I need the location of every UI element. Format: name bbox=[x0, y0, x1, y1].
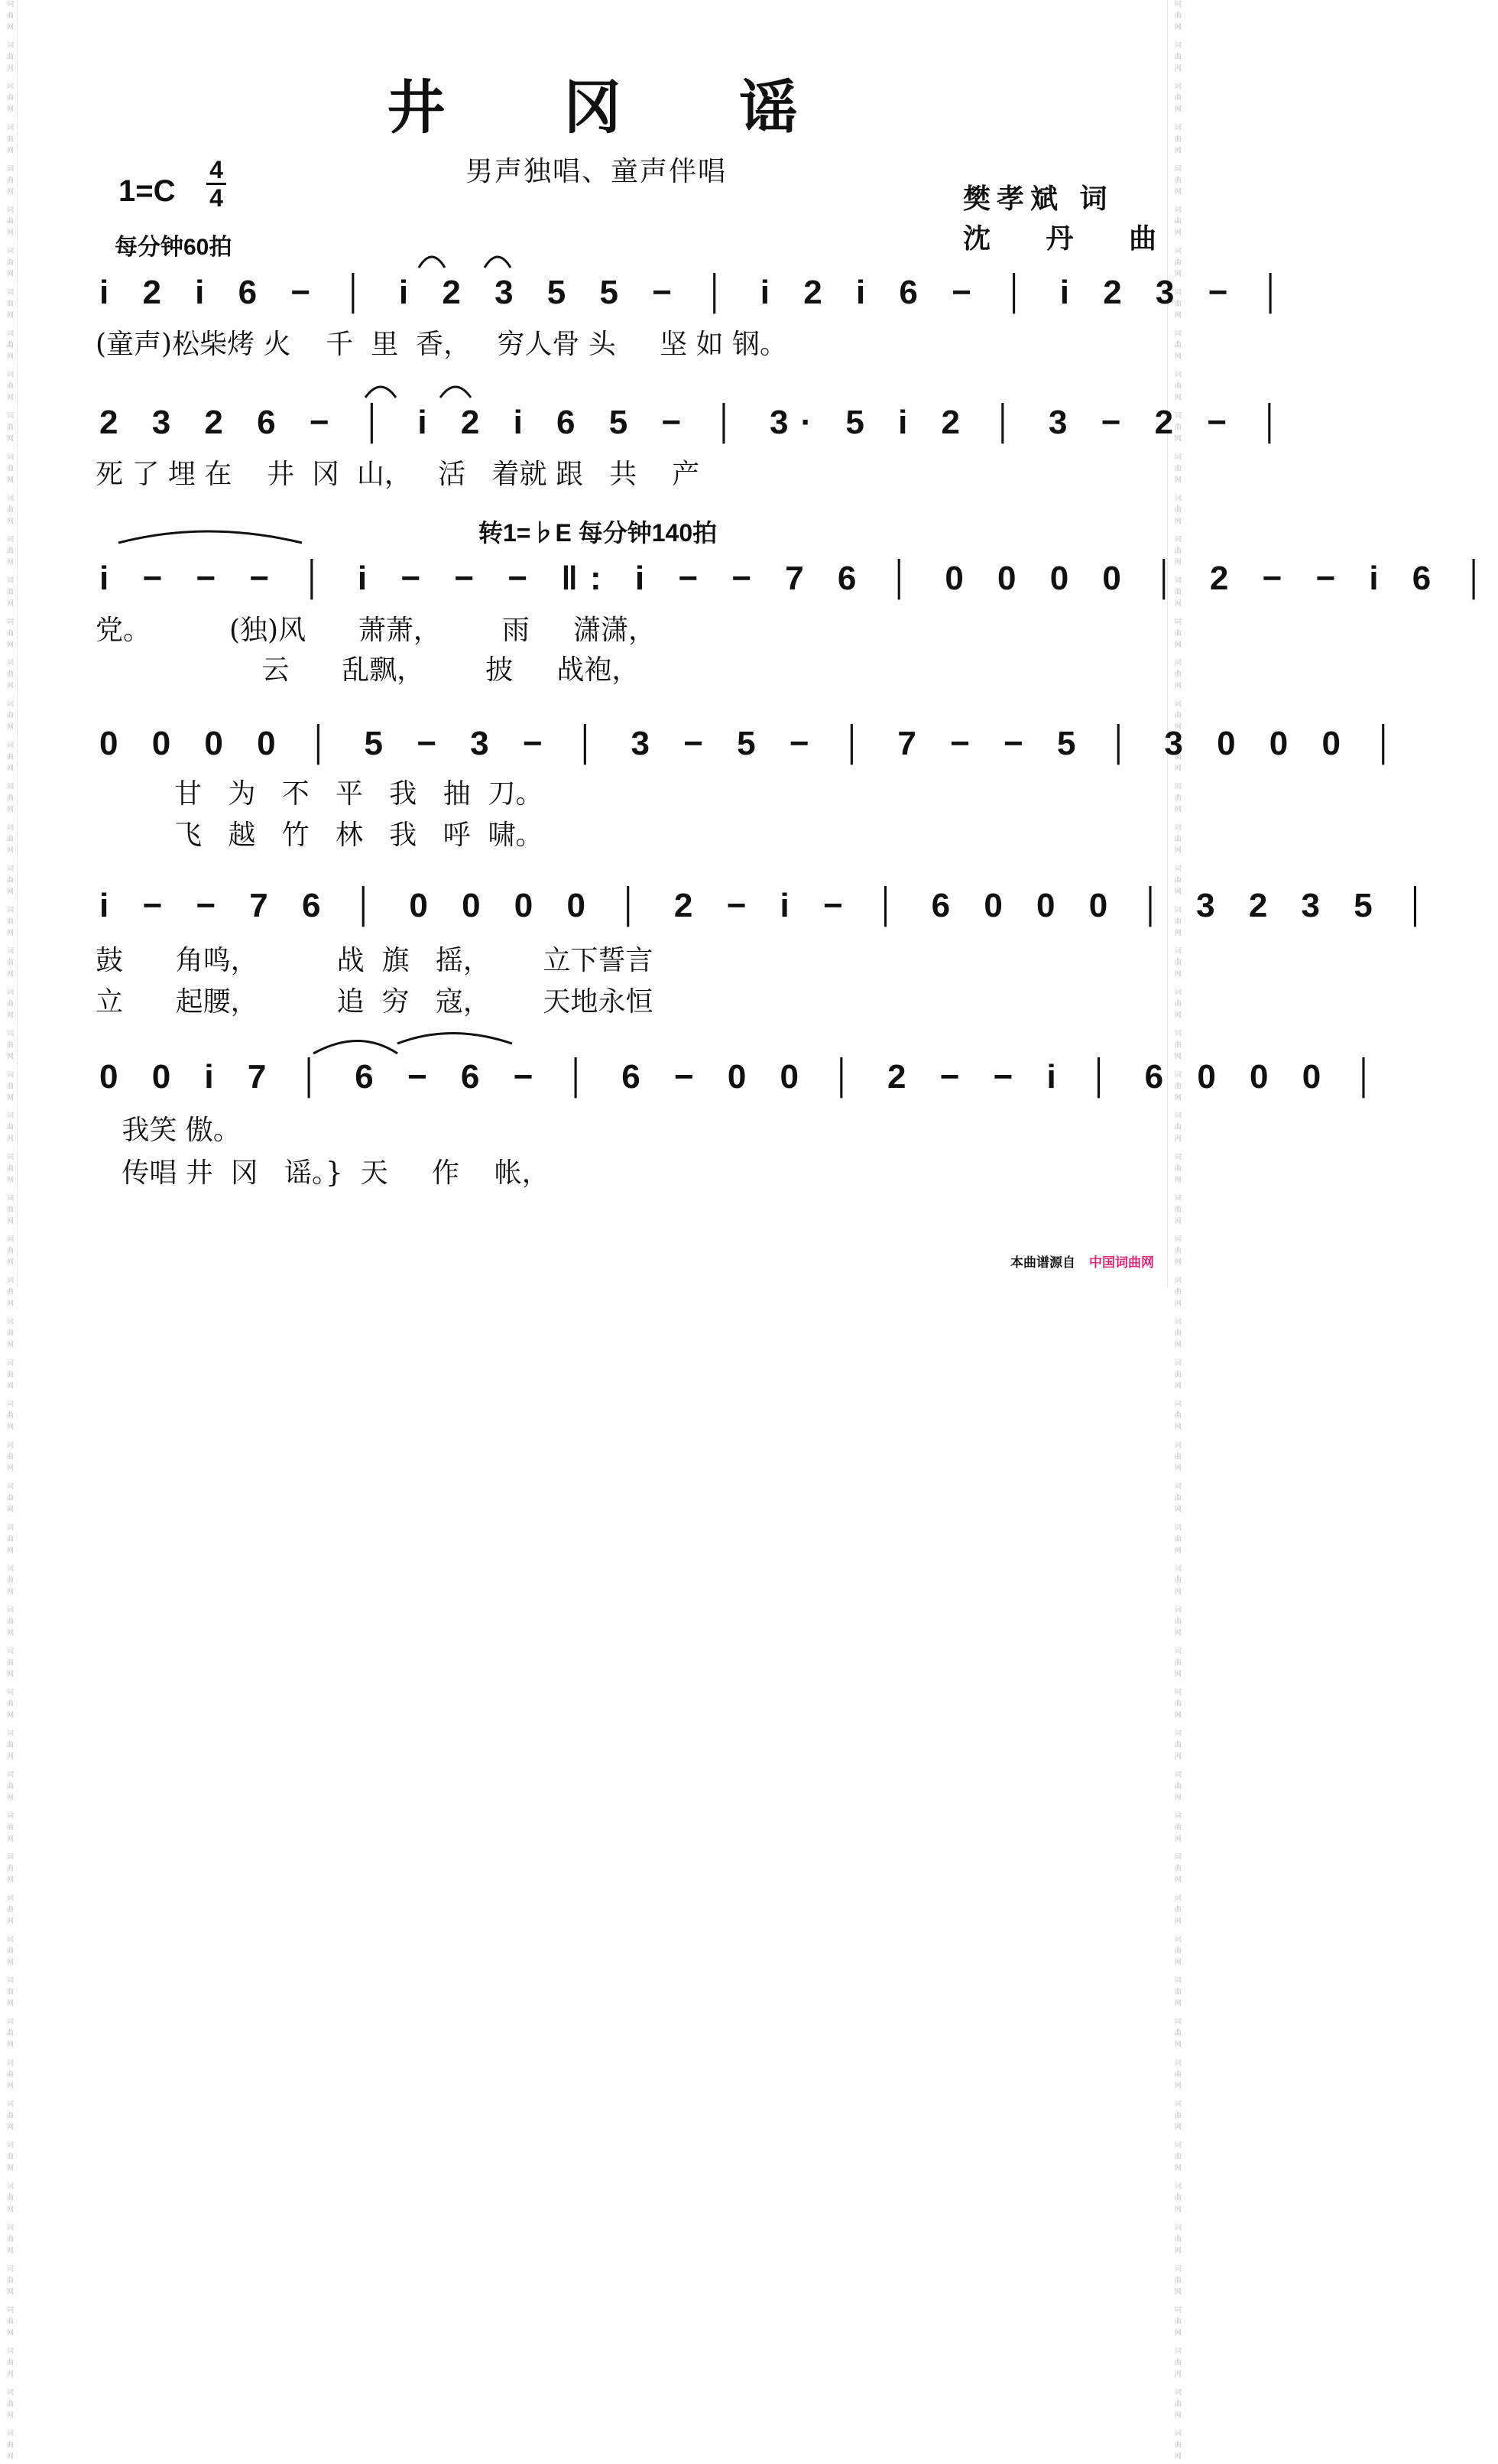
source-footer bbox=[1010, 1251, 1154, 1271]
modulation-marking: 转1=♭E 每分钟140拍 bbox=[478, 519, 718, 547]
song-title: 井 冈 谣 bbox=[387, 73, 847, 141]
lyric-row-3a: 党。 (独)风 萧萧， 雨 潇潇， bbox=[96, 615, 657, 646]
lyric-row-2: 死 了 埋 在 井 冈 山， 活 着就 跟 共 产 bbox=[96, 459, 700, 490]
song-subtitle: 男声独唱、童声伴唱 bbox=[465, 156, 727, 187]
tempo-marking: 每分钟60拍 bbox=[115, 235, 232, 260]
notation-row-5: i − − 7 6 │ 0 0 0 0 │ 2 − i − │ 6 0 0 0 │ 3 2 3 5 │ bbox=[99, 887, 1440, 924]
lyric-row-4a: 甘 为 不 平 我 抽 刀。 bbox=[96, 778, 543, 810]
time-signature-top: 4 bbox=[209, 156, 223, 183]
composer-credit: 沈 丹 曲 bbox=[963, 222, 1180, 255]
slur-row6-a bbox=[313, 1041, 397, 1054]
lyric-row-6b: 传唱 井 冈 谣。} 天 作 帐， bbox=[96, 1157, 550, 1189]
footer-site-link[interactable]: 中国词曲网 bbox=[1089, 1255, 1154, 1271]
time-signature-bottom: 4 bbox=[209, 184, 223, 212]
notation-row-1: i 2 i 6 − │ i 2 3 5 5 − │ i 2 i 6 − │ i 2 3 − │ bbox=[99, 274, 1295, 311]
footer-source-text: 本曲谱源自 bbox=[1010, 1255, 1075, 1271]
lyric-row-5b: 立 起腰， 追 穷 寇， 天地永恒 bbox=[96, 986, 653, 1018]
lyric-row-3b: 云 乱飘， 披 战袍， bbox=[96, 654, 640, 686]
slur-row1-b bbox=[485, 257, 511, 268]
time-signature bbox=[205, 157, 228, 211]
lyric-row-1: (童声)松柴烤 火 千 里 香， 穷人骨 头 坚 如 钢。 bbox=[96, 329, 787, 360]
notation-row-2: 2 3 2 6 − │ i 2 i 6 5 − │ 3· 5 i 2 │ 3 − 2 − │ bbox=[99, 404, 1294, 441]
slur-row2-a bbox=[365, 387, 396, 398]
notation-row-4: 0 0 0 0 │ 5 − 3 − │ 3 − 5 − │ 7 − − 5 │ 3 0 0 0 │ bbox=[99, 725, 1408, 762]
key-signature: 1=C bbox=[118, 174, 176, 208]
lyricist-credit: 樊孝斌 词 bbox=[963, 183, 1114, 215]
tie-row3 bbox=[118, 531, 302, 543]
left-watermark-strip: 词曲网 词曲网 词曲网 词曲网 词曲网 词曲网 词曲网 词曲网 词曲网 词曲网 词曲网 词曲网 词曲网 词曲网 词曲网 词曲网 词曲网 词曲网 词曲网 词曲网 词曲网 词曲网 词曲网 词曲网 词曲网 词曲网 词曲网 词曲网 词曲网 词曲网 词曲网 词曲网 词曲网 词曲网 词曲网 词曲网 词曲网 词曲网 词曲网 词曲网 词曲网 词曲网 词曲网 词曲网 词曲网 词曲网 词曲网 词曲网 词曲网 词曲网 词曲网 词曲网 词曲网 词曲网 词曲网 词曲网 词曲网 词曲网 词曲网 词曲网 bbox=[0, 0, 18, 1287]
lyric-row-5a: 鼓 角鸣， 战 旗 摇， 立下誓言 bbox=[96, 945, 653, 976]
right-watermark-strip: 词曲网 词曲网 词曲网 词曲网 词曲网 词曲网 词曲网 词曲网 词曲网 词曲网 词曲网 词曲网 词曲网 词曲网 词曲网 词曲网 词曲网 词曲网 词曲网 词曲网 词曲网 词曲网 词曲网 词曲网 词曲网 词曲网 词曲网 词曲网 词曲网 词曲网 词曲网 词曲网 词曲网 词曲网 词曲网 词曲网 词曲网 词曲网 词曲网 词曲网 词曲网 词曲网 词曲网 词曲网 词曲网 词曲网 词曲网 词曲网 词曲网 词曲网 词曲网 词曲网 词曲网 词曲网 词曲网 词曲网 词曲网 词曲网 词曲网 词曲网 bbox=[1167, 0, 1185, 1287]
notation-row-3: i − − − │ i − − − ‖: i − − 7 6 │ 0 0 0 0 │ 2 − − i 6 │ bbox=[99, 560, 1498, 597]
lyric-row-6a: 我笑 傲。 bbox=[96, 1115, 241, 1146]
slur-row6-b bbox=[397, 1034, 512, 1044]
slur-row2-b bbox=[440, 387, 471, 398]
lyric-row-4b: 飞 越 竹 林 我 呼 啸。 bbox=[96, 820, 543, 851]
slur-row1-a bbox=[419, 257, 445, 268]
notation-row-6: 0 0 i 7 │ 6 − 6 − │ 6 − 0 0 │ 2 − − i │ 6 0 0 0 │ bbox=[99, 1058, 1388, 1096]
